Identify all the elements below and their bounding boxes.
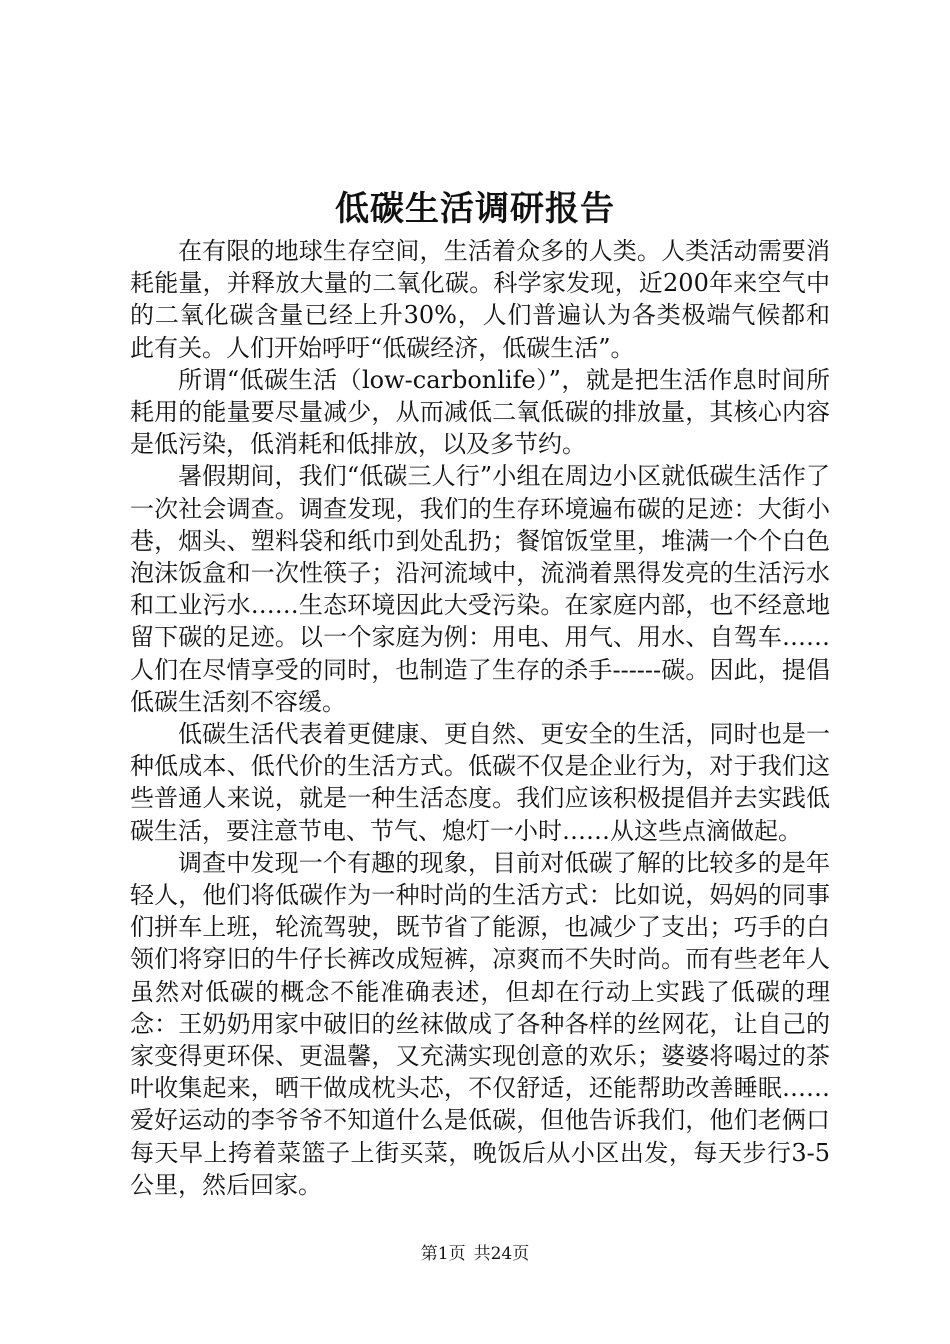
paragraph-3: 暑假期间，我们“低碳三人行”小组在周边小区就低碳生活作了一次社会调查。调查发现，我们的生存环境遍布碳的足迹：大街小巷，烟头、塑料袋和纸巾到处乱扔；餐馆饭堂里，堆满一个个白色泡沫饭盒和一次性筷子；沿河流域中，流淌着黑得发亮的生活污水和工业污水……生态环境因此大受污染。在家庭内部，也不经意地留下碳的足迹。以一个家庭为例：用电、用气、用水、自驾车……人们在尽情享受的同时，也制造了生存的杀手------碳。因此，提倡低碳生活刻不容缓。	[130, 462, 830, 716]
paragraph-4: 低碳生活代表着更健康、更自然、更安全的生活，同时也是一种低成本、低代价的生活方式。低碳不仅是企业行为，对于我们这些普通人来说，就是一种生活态度。我们应该积极提倡并去实践低碳生活，要注意节电、节气、熄灯一小时……从这些点滴做起。	[130, 720, 830, 845]
page-number: 第1页	[420, 1244, 466, 1264]
document-title: 低碳生活调研报告	[335, 189, 615, 229]
paragraph-5: 调查中发现一个有趣的现象，目前对低碳了解的比较多的是年轻人，他们将低碳作为一种时尚的生活方式：比如说，妈妈的同事们拼车上班，轮流驾驶，既节省了能源，也减少了支出；巧手的白领们将穿旧的牛仔长裤改成短裤，凉爽而不失时尚。而有些老年人虽然对低碳的概念不能准确表述，但却在行动上实践了低碳的理念：王奶奶用家中破旧的丝袜做成了各种各样的丝网花，让自己的家变得更环保、更温馨，又充满实现创意的欢乐；婆婆将喝过的茶叶收集起来，晒干做成枕头芯，不仅舒适，还能帮助改善睡眠……爱好运动的李爷爷不知道什么是低碳，但他告诉我们，他们老俩口每天早上挎着菜篮子上街买菜，晚饭后从小区出发，每天步行3-5公里，然后回家。	[130, 848, 830, 1199]
page-footer	[0, 1242, 950, 1266]
paragraph-2: 所谓“低碳生活（low-carbonlife）”，就是把生活作息时间所耗用的能量要尽量减少，从而减低二氧低碳的排放量，其核心内容是低污染，低消耗和低排放，以及多节约。	[130, 365, 830, 459]
page-total: 共24页	[473, 1244, 530, 1264]
document-body	[130, 235, 830, 1201]
paragraph-1: 在有限的地球生存空间，生活着众多的人类。人类活动需要消耗能量，并释放大量的二氧化碳。科学家发现，近200年来空气中的二氧化碳含量已经上升30%，人们普遍认为各类极端气候都和此有关。人们开始呼吁“低碳经济，低碳生活”。	[130, 237, 830, 362]
